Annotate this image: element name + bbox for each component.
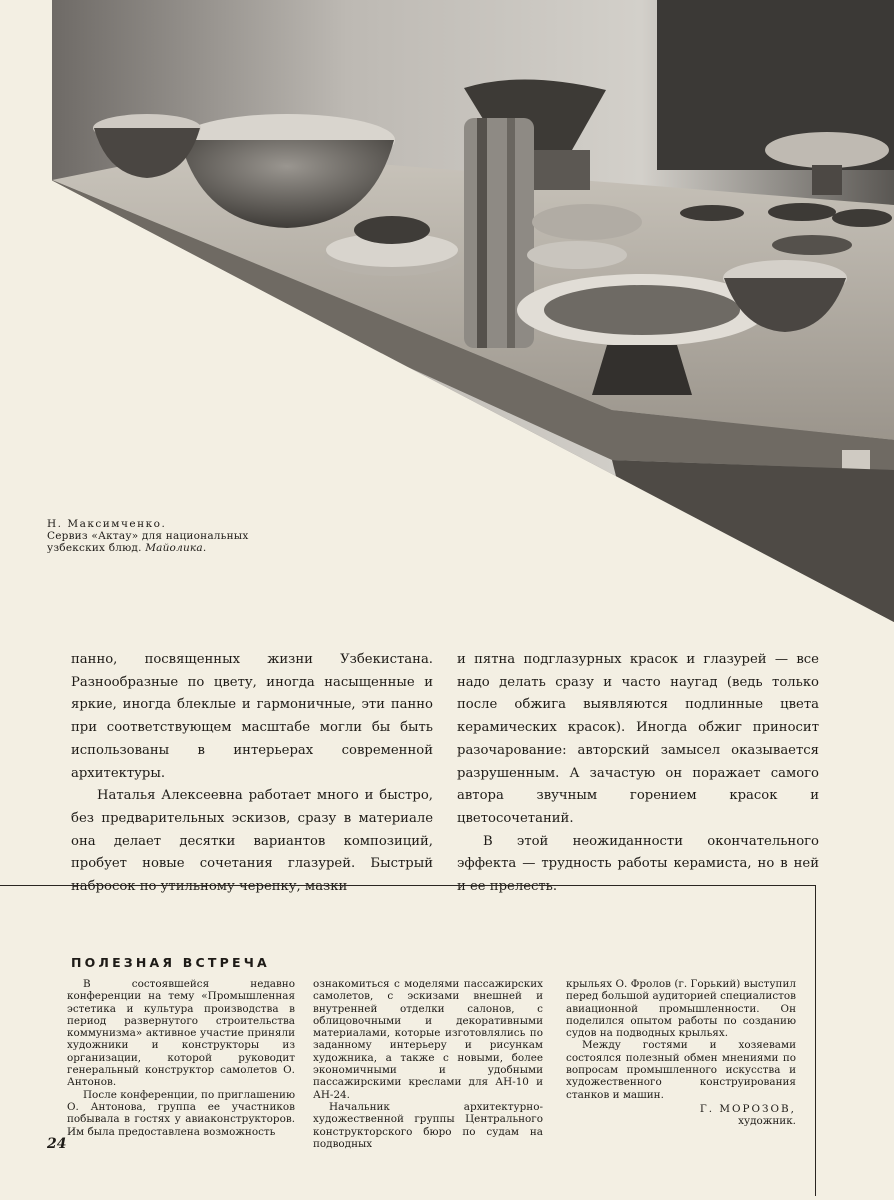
article-column-1 xyxy=(71,649,433,899)
note-signature-role: художник. xyxy=(738,1115,796,1128)
article-paragraph: Наталья Алексеевна работает много и быстро, без предварительных эскизов, сразу в материале она делает десятки вариантов композиций, пробует новые сочетания глазурей. Быстрый набросок по утильному черепку, мазки xyxy=(71,788,433,895)
note-signature: Г. МОРОЗОВ, xyxy=(699,1102,796,1115)
page-number: 24 xyxy=(47,1136,67,1152)
caption-material: Майолика. xyxy=(145,542,207,554)
note-column-3 xyxy=(566,978,796,1128)
note-column-2 xyxy=(313,978,543,1150)
caption-text: узбекских блюд. xyxy=(47,542,142,554)
note-title: ПОЛЕЗНАЯ ВСТРЕЧА xyxy=(71,955,270,970)
article-paragraph: В этой неожиданности окончательного эффекта — трудность работы керамиста, но в ней и ее прелесть. xyxy=(457,833,819,895)
photo-caption xyxy=(47,518,307,554)
note-paragraph: ознакомиться с моделями пассажирских самолетов, с эскизами внешней и внутренней отделки салонов, с облицовочными и декоративными материалами, которые изготовлялись по заданному интерьеру и рисункам художника, а также с новыми, более экономичными и удобными пассажирскими креслами для АН-10 и АН-24. xyxy=(313,978,543,1101)
note-paragraph: Начальник архитектурно-художественной группы Центрального конструкторского бюро по судам на подводных xyxy=(313,1100,543,1150)
note-paragraph: В состоявшейся недавно конференции на тему «Промышленная эстетика и культура производства в период развернутого строительства коммунизма» активное участие приняли художники и конструкторы из организации, которой руководит генеральный конструктор самолетов О. Антонов. xyxy=(67,978,295,1089)
note-paragraph: После конференции, по приглашению О. Антонова, группа ее участников побывала в гостях у авиаконструкторов. Им была предоставлена возможность xyxy=(67,1088,295,1138)
note-paragraph: крыльях О. Фролов (г. Горький) выступил перед большой аудиторией специалистов авиационной промышленности. Он поделился опытом работы по созданию судов на подводных крыльях. xyxy=(566,978,796,1040)
article-paragraph: панно, посвященных жизни Узбекистана. Разнообразные по цвету, иногда насыщенные и яркие, иногда блеклые и гармоничные, эти панно при соответствующем масштабе могли бы быть использованы в интерьерах современной архитектуры. xyxy=(71,652,433,781)
note-paragraph: Между гостями и хозяевами состоялся полезный обмен мнениями по вопросам промышленного искусства и художественного конструирования станков и машин. xyxy=(566,1039,796,1101)
caption-line: Сервиз «Актау» для национальных xyxy=(47,530,249,542)
caption-author: Н. Максимченко. xyxy=(47,518,167,530)
caption-line-last xyxy=(47,542,307,554)
article-paragraph: и пятна подглазурных красок и глазурей — все надо делать сразу и часто наугад (ведь только после обжига выявляются подлинные цвета керамических красок). Иногда обжиг приносит разочарование: авторский замысел оказывается разрушенным. А зачастую он поражает самого автора звучным горением красок и цветосочетаний. xyxy=(457,652,819,826)
article-column-2 xyxy=(457,649,819,899)
note-column-1 xyxy=(67,978,295,1138)
